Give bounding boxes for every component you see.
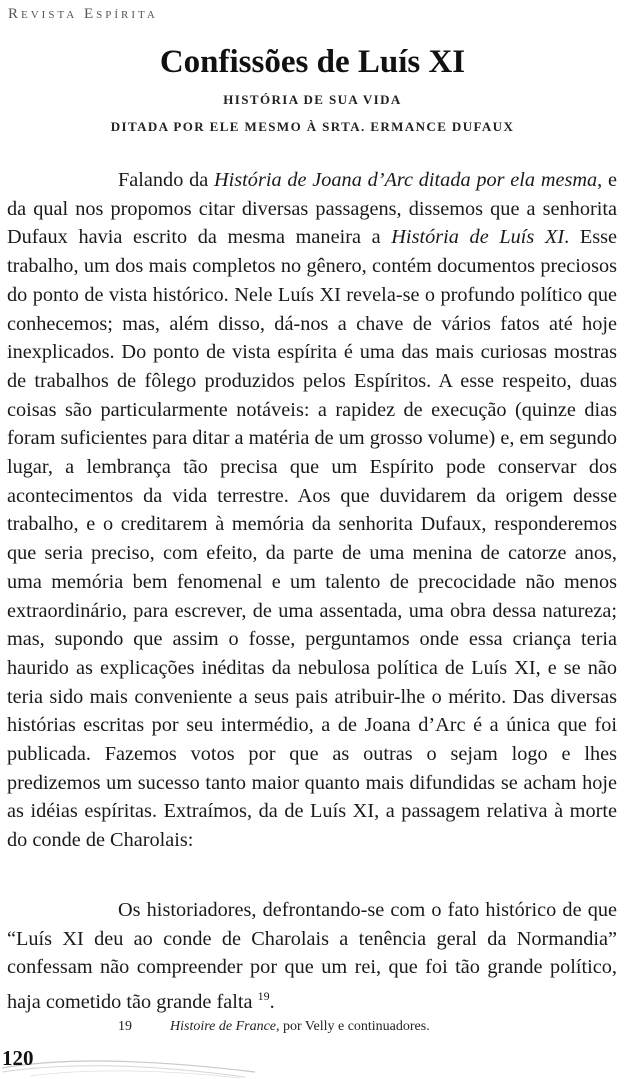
paragraph-end: . [269, 990, 275, 1013]
footer-ornament [0, 1050, 260, 1079]
paragraph-text: Falando da [118, 169, 214, 191]
paragraph-excerpt [7, 896, 617, 1017]
page-number: 120 [2, 1046, 34, 1070]
book-title-luis: História de Luís XI [391, 226, 565, 249]
book-title-joana: História de Joana d’Arc ditada por ela mesma [214, 169, 598, 191]
footnote-reference: 19 [257, 989, 270, 1004]
paragraph-text: Os historiadores, defrontando-se com o fato histórico de que “Luís XI deu ao conde de Charolais a tenência geral da Normandia” confessam não compreender por que um rei, que foi tão grande político, haja cometido tão grande falta [7, 899, 617, 1013]
body-text [7, 166, 617, 855]
paragraph-text: . Esse trabalho, um dos mais completos no gênero, contém documentos preciosos do ponto de vista histórico. Nele Luís XI revela-se o profundo político que conhecemos; mas, além disso, dá-nos a chave de vários fatos até hoje inexplicados. Do ponto de vista espírita é uma das mais curiosas mostras de trabalhos de fôlego produzidos pelos Espíritos. A esse respeito, duas coisas são particularmente notáveis: a rapidez de execução (quinze dias foram suficientes para ditar a matéria de um grosso volume) e, em segundo lugar, a lembrança tão precisa que um Espírito pode conservar dos acontecimentos da vida terrestre. Aos que duvidarem da origem desse trabalho, e o creditarem à memória da senhorita Dufaux, responderemos que seria preciso, com efeito, da parte de uma menina de catorze anos, uma memória bem fenomenal e um talento de precocidade não menos extraordinário, para escrever, de uma assentada, uma obra dessa natureza; mas, supondo que assim o fosse, perguntamos onde essa criança teria haurido as explicações inéditas da nebulosa política de Luís XI, e se não teria sido mais conveniente a seus pais atribuir-lhe o mérito. Das diversas histórias escritas por seu intermédio, a de Joana d’Arc é a única que foi publicada. Fazemos votos por que as outras o sejam logo e lhes predizemos um sucesso tanto maior quanto mais difundidas se acham hoje as idéias espíritas. Extraímos, da de Luís XI, a passagem relativa à morte do conde de Charolais: [7, 226, 617, 852]
article-byline: DITADA POR ELE MESMO À SRTA. ERMANCE DUFAUX [110, 119, 515, 134]
article-title: Confissões de Luís XI [159, 44, 466, 80]
footnote-text: , por Velly e continuadores. [276, 1019, 430, 1034]
article-subtitle: HISTÓRIA DE SUA VIDA [223, 92, 402, 107]
paragraph-text: , e da qual nos propomos citar diversas passagens, dissemos que a senhorita Dufaux havia escrito da mesma maneira a [7, 169, 617, 249]
footnote-source-title: Histoire de France [170, 1019, 277, 1034]
footnote-number: 19 [118, 1019, 132, 1034]
running-header: Revista Espírita [8, 6, 158, 22]
footnote [118, 1019, 430, 1035]
body-text-continued [7, 896, 617, 1017]
paragraph-intro [7, 166, 617, 855]
